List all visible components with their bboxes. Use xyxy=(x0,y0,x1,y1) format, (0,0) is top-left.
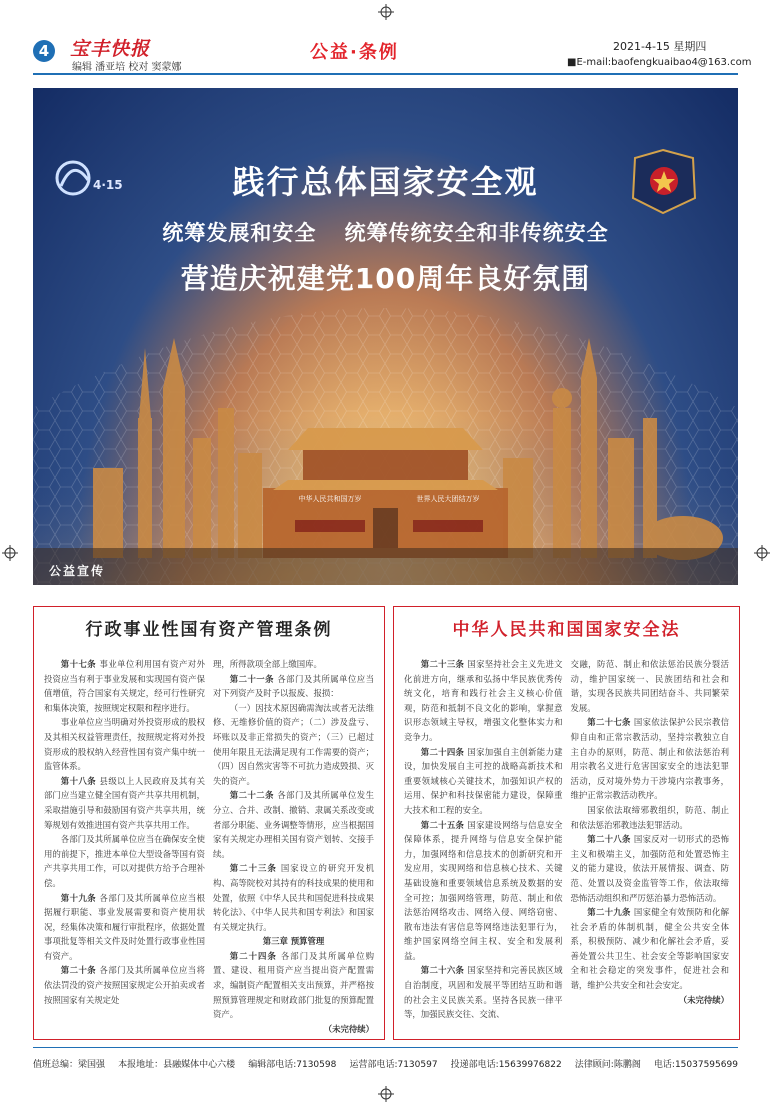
article-text: （未完待续） xyxy=(323,1023,374,1034)
article-paragraph xyxy=(571,657,730,715)
article-paragraph xyxy=(571,993,730,1008)
article-text: 事业单位利用国有资产对外投资应当有利于事业发展和实现国有资产保值增值，符合国家有关规定，经可行性研究和集体决策，按照规定权限和程序进行。 xyxy=(44,659,206,713)
article-paragraph xyxy=(213,672,374,701)
article-paragraph xyxy=(44,774,205,832)
article-text: 国家健全有效预防和化解社会矛盾的体制机制，健全公共安全体系，积极预防、减少和化解社会矛盾，妥善处置公共卫生、社会安全等影响国家安全和社会稳定的突发事件，促进社会和谐，维护公共安全和社会安定。 xyxy=(570,907,730,991)
article-paragraph xyxy=(213,861,374,934)
article-paragraph xyxy=(571,832,730,905)
article-text: 第三章 预算管理 xyxy=(262,936,325,947)
article-text: （未完待续） xyxy=(678,994,729,1005)
article-text: 各部门及其所属单位发生分立、合并、改制、撤销、隶属关系改变或者部分职能、业务调整等情形，应当根据国家有关规定办理相关国有资产划转、交接手续。 xyxy=(213,790,375,859)
public-service-banner xyxy=(33,88,738,585)
article-column xyxy=(213,657,374,1036)
article-paragraph xyxy=(44,657,205,715)
article-paragraph xyxy=(213,934,374,949)
article-number: 第二十五条 xyxy=(420,819,468,830)
article-text: 各部门及其所属单位购置、建设、租用资产应当提出资产配置需求，编制资产配置相关支出预算，并严格按照预算管理规定和财政部门批复的预算配置资产。 xyxy=(213,950,375,1020)
masthead-logo: 宝丰快报 xyxy=(70,38,151,60)
article-paragraph xyxy=(571,803,730,832)
article-text: 国家设立的研究开发机构、高等院校对其持有的科技成果的使用和处置，依照《中华人民共和国促进科技成果转化法》、《中华人民共和国专利法》和国家有关规定执行。 xyxy=(213,863,375,932)
editor-credits: 编辑 潘亚培 校对 窦蒙娜 xyxy=(72,62,182,73)
article-paragraph xyxy=(44,715,205,773)
registration-mark-icon xyxy=(378,4,394,20)
article-text: （一）因技术原因确需淘汰或者无法维修、无维修价值的资产；（二）涉及盘亏、坏账以及非正常损失的资产；（三）已超过使用年限且无法满足现有工作需要的资产；（四）因自然灾害等不可抗力造成毁损、灭失的资产。 xyxy=(213,702,374,786)
article-number: 第二十八条 xyxy=(587,834,634,845)
gate-slogan-left: 中华人民共和国万岁 xyxy=(298,495,362,503)
article-text: 县级以上人民政府及其有关部门应当建立健全国有资产共享共用机制，采取措施引导和鼓励国有资产共享共用，统筹规划有效推进国有资产共享共用工作。 xyxy=(44,775,206,830)
article-paragraph xyxy=(404,745,563,818)
article-paragraph xyxy=(213,657,374,672)
article-number: 第二十四条 xyxy=(229,950,281,961)
article-paragraph xyxy=(44,963,205,1007)
article-number: 第二十一条 xyxy=(229,673,278,684)
banner-subheadline: 统筹发展和安全 统筹传统安全和非传统安全 xyxy=(162,221,609,245)
article-number: 第十七条 xyxy=(60,659,100,669)
article-text: 各部门及其所属单位应当在确保安全使用的前提下，推进本单位大型设备等国有资产共享共用工作，可以对提供方给予合理补偿。 xyxy=(44,834,205,888)
article-title: 行政事业性国有资产管理条例 xyxy=(85,620,333,640)
article-title: 中华人民共和国国家安全法 xyxy=(452,620,681,640)
article-text: 国家建设网络与信息安全保障体系，提升网络与信息安全保护能力，加强网络和信息技术的创新研究和开发应用，实现网络和信息核心技术、关键基础设施和重要领域信息系统及数据的安全可控；加强网络管理，防范、制止和依法惩治网络攻击、网络入侵、网络窃密、散布违法有害信息等网络违法犯罪行为，维护国家网络空间主权、安全和发展利益。 xyxy=(404,819,563,961)
article-state-assets-regulation xyxy=(33,606,385,1040)
article-paragraph xyxy=(44,832,205,890)
article-number: 第二十条 xyxy=(60,965,100,976)
article-number: 第十九条 xyxy=(60,892,100,903)
article-paragraph xyxy=(213,788,374,861)
footer-ops-phone: 运营部电话:7130597 xyxy=(349,1060,438,1070)
article-text: 国家坚持和完善民族区域自治制度，巩固和发展平等团结互助和谐的社会主义民族关系。坚持各民族一律平等，加强民族交往、交流、 xyxy=(404,965,563,1020)
article-column xyxy=(404,657,563,1022)
article-number: 第二十三条 xyxy=(420,659,468,669)
article-text: 国家反对一切形式的恐怖主义和极端主义，加强防范和处置恐怖主义的能力建设，依法开展情报、调查、防范、处置以及资金监管等工作，依法取缔恐怖活动组织和严厉惩治暴力恐怖活动。 xyxy=(570,834,730,903)
article-text: 国家加强自主创新能力建设，加快发展自主可控的战略高新技术和重要领域核心关键技术，加强知识产权的运用、保护和科技保密能力建设，保障重大技术和工程的安全。 xyxy=(404,746,563,815)
article-number: 第十八条 xyxy=(60,775,100,786)
registration-mark-icon xyxy=(2,545,18,561)
article-number: 第二十六条 xyxy=(420,965,468,976)
article-paragraph xyxy=(213,701,374,789)
registration-mark-icon xyxy=(754,545,770,561)
article-number: 第二十七条 xyxy=(587,717,634,728)
footer-editor-in-chief: 值班总编：梁国强 xyxy=(33,1060,106,1070)
article-paragraph xyxy=(404,963,563,1021)
article-paragraph xyxy=(213,949,374,1022)
article-text: 事业单位应当明确对外投资形成的股权及其相关权益管理责任，按照规定将对外投资形成的股权纳入经营性国有资产集中统一监管体系。 xyxy=(44,717,205,772)
article-text: 理，所得款项全部上缴国库。 xyxy=(213,659,322,669)
article-paragraph xyxy=(571,905,730,993)
header-divider xyxy=(33,73,738,75)
article-text: 各部门及其所属单位应当将依法罚没的资产按照国家规定公开拍卖或者按照国家有关规定处 xyxy=(44,965,206,1005)
article-paragraph xyxy=(213,1022,374,1037)
article-paragraph xyxy=(404,657,563,745)
article-number: 第二十二条 xyxy=(229,790,278,801)
footer-edit-phone: 编辑部电话:7130598 xyxy=(248,1060,337,1070)
article-column xyxy=(571,657,730,1022)
footer-legal-counsel: 法律顾问:陈鹏阁 xyxy=(574,1060,641,1070)
article-text: 国家依法保护公民宗教信仰自由和正常宗教活动，坚持宗教独立自主自办的原则，防范、制止和依法惩治利用宗教名义进行危害国家安全的违法犯罪活动，反对境外势力干涉境内宗教事务，维护正常宗教活动秩序。 xyxy=(570,717,730,801)
article-text: 各部门及其所属单位应当根据履行职能、事业发展需要和资产使用状况，经集体决策和履行审批程序，依据处置事项批复等相关文件及时处置行政事业性国有资产。 xyxy=(44,892,206,961)
section-title: 公益·条例 xyxy=(310,42,399,63)
article-paragraph xyxy=(571,715,730,803)
article-column xyxy=(44,657,205,1036)
article-number: 第二十三条 xyxy=(229,863,281,874)
article-paragraph xyxy=(404,818,563,964)
article-number: 第二十四条 xyxy=(420,746,468,757)
footer-info xyxy=(33,1057,738,1070)
article-national-security-law xyxy=(393,606,740,1040)
issue-date: 2021-4-15 星期四 xyxy=(613,40,707,53)
public-service-tag: 公益宣传 xyxy=(49,564,106,578)
gate-slogan-right: 世界人民大团结万岁 xyxy=(416,495,480,503)
footer-address: 本报地址：县融媒体中心六楼 xyxy=(118,1060,236,1070)
article-paragraph xyxy=(44,891,205,964)
footer-phone: 电话:15037595699 xyxy=(653,1060,738,1070)
article-text: 国家坚持社会主义先进文化前进方向，继承和弘扬中华民族优秀传统文化，培育和践行社会主义核心价值观，防范和抵制不良文化的影响，掌握意识形态领域主导权，增强文化整体实力和竞争力。 xyxy=(404,659,563,742)
article-text: 各部门及其所属单位应当对下列资产及时予以报废、报损： xyxy=(213,673,375,699)
article-text: 交融，防范、制止和依法惩治民族分裂活动，维护国家统一、民族团结和社会和谐，实现各民族共同团结奋斗、共同繁荣发展。 xyxy=(570,659,729,713)
article-number: 第二十九条 xyxy=(587,907,634,918)
footer-divider xyxy=(33,1047,738,1048)
banner-slogan: 营造庆祝建党100周年良好氛围 xyxy=(180,262,591,295)
page-number-badge: 4 xyxy=(33,40,55,62)
footer-submit-phone: 投递部电话:15639976822 xyxy=(450,1060,562,1070)
article-text: 国家依法取缔邪教组织，防范、制止和依法惩治邪教违法犯罪活动。 xyxy=(570,804,729,830)
contact-email: ■E-mail:baofengkuaibao4@163.com xyxy=(567,57,752,68)
registration-mark-icon xyxy=(378,1086,394,1102)
security-day-logo-text: 4·15 xyxy=(93,178,123,192)
banner-headline: 践行总体国家安全观 xyxy=(232,163,539,201)
tiananmen-gate xyxy=(263,428,508,558)
